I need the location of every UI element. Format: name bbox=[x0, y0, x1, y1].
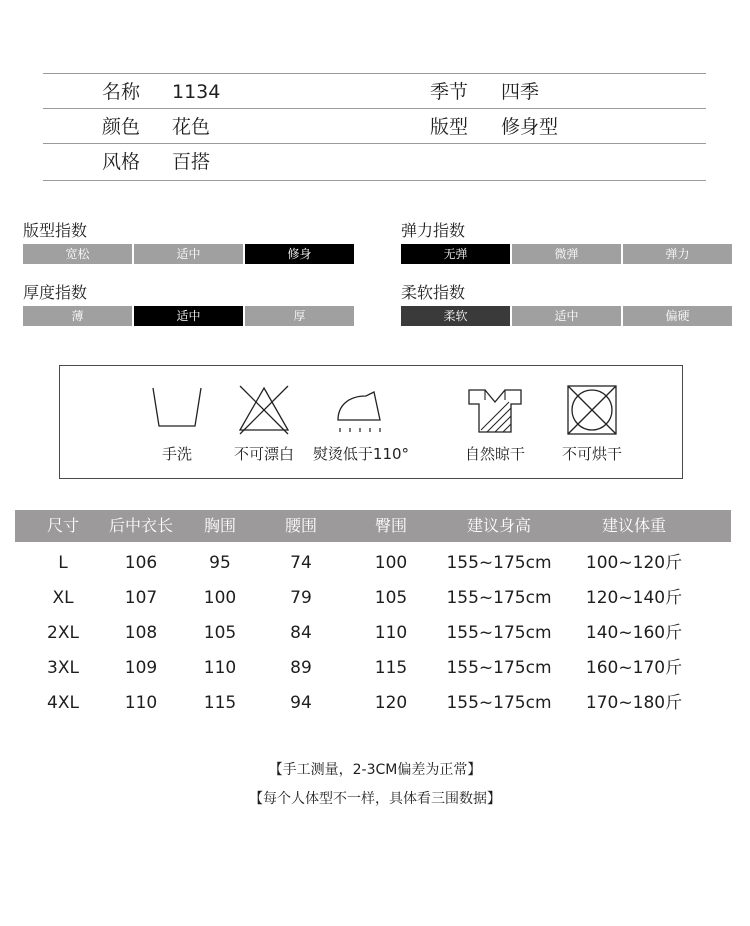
size-header-hip: 臀围 bbox=[374, 516, 408, 535]
info-value-name: 1134 bbox=[172, 81, 221, 103]
size-cell: 108 bbox=[124, 623, 158, 643]
care-label: 熨烫低于110° bbox=[312, 445, 410, 463]
iron-icon bbox=[326, 384, 396, 438]
size-cell: 109 bbox=[124, 658, 158, 678]
care-label: 不可烘干 bbox=[561, 445, 622, 463]
size-table-header bbox=[15, 510, 731, 542]
size-cell: 95 bbox=[209, 553, 231, 573]
info-value-fit: 修身型 bbox=[501, 116, 559, 138]
size-cell: 155~175cm bbox=[446, 553, 552, 573]
index-fit-option: 适中 bbox=[134, 244, 243, 264]
info-value-color: 花色 bbox=[172, 116, 211, 138]
index-thickness-option-selected: 适中 bbox=[134, 306, 243, 326]
info-divider bbox=[43, 73, 706, 74]
size-header-weight: 建议体重 bbox=[601, 516, 667, 535]
size-cell: 100 bbox=[374, 553, 408, 573]
size-cell: 160~170斤 bbox=[585, 658, 683, 678]
info-label-color: 颜色 bbox=[102, 116, 141, 138]
index-title-stretch: 弹力指数 bbox=[401, 221, 466, 240]
size-cell: 155~175cm bbox=[446, 588, 552, 608]
info-label-style: 风格 bbox=[102, 151, 141, 173]
info-divider bbox=[43, 143, 706, 144]
size-cell: 170~180斤 bbox=[585, 693, 683, 713]
size-cell: 110 bbox=[374, 623, 408, 643]
size-cell: 105 bbox=[203, 623, 237, 643]
index-softness-option-selected: 柔软 bbox=[401, 306, 510, 326]
index-title-fit: 版型指数 bbox=[23, 221, 88, 240]
size-cell: 74 bbox=[290, 553, 312, 573]
size-header-height: 建议身高 bbox=[466, 516, 532, 535]
hand-wash-icon bbox=[147, 384, 207, 438]
info-label-fit: 版型 bbox=[430, 116, 469, 138]
size-cell: 107 bbox=[124, 588, 158, 608]
size-cell: 2XL bbox=[47, 623, 79, 643]
size-cell: 106 bbox=[124, 553, 158, 573]
index-softness-option: 适中 bbox=[512, 306, 621, 326]
index-stretch-option-selected: 无弹 bbox=[401, 244, 510, 264]
size-cell: 110 bbox=[124, 693, 158, 713]
index-thickness-option: 薄 bbox=[23, 306, 132, 326]
size-cell: 79 bbox=[290, 588, 312, 608]
size-cell: 155~175cm bbox=[446, 693, 552, 713]
info-divider bbox=[43, 108, 706, 109]
info-label-season: 季节 bbox=[430, 81, 469, 103]
care-label: 不可漂白 bbox=[233, 445, 294, 463]
size-cell: 3XL bbox=[47, 658, 79, 678]
index-title-softness: 柔软指数 bbox=[401, 283, 466, 302]
size-cell: 115 bbox=[374, 658, 408, 678]
size-cell: 155~175cm bbox=[446, 623, 552, 643]
size-cell: 120~140斤 bbox=[585, 588, 683, 608]
info-value-season: 四季 bbox=[501, 81, 540, 103]
info-divider bbox=[43, 180, 706, 181]
no-tumble-dry-icon bbox=[562, 384, 622, 438]
care-label: 手洗 bbox=[161, 445, 192, 463]
index-thickness-option: 厚 bbox=[245, 306, 354, 326]
index-fit-option: 宽松 bbox=[23, 244, 132, 264]
care-item-natural-dry bbox=[440, 384, 550, 470]
size-cell: 115 bbox=[203, 693, 237, 713]
info-value-style: 百搭 bbox=[172, 151, 211, 173]
size-cell: L bbox=[58, 553, 68, 573]
measurement-note: 【手工测量，2-3CM偏差为正常】 bbox=[268, 762, 482, 778]
size-cell: 89 bbox=[290, 658, 312, 678]
no-bleach-icon bbox=[234, 384, 294, 438]
size-cell: 94 bbox=[290, 693, 312, 713]
size-cell: 100~120斤 bbox=[585, 553, 683, 573]
size-cell: XL bbox=[52, 588, 74, 608]
body-shape-note: 【每个人体型不一样，具体看三围数据】 bbox=[249, 791, 501, 807]
index-stretch-option: 弹力 bbox=[623, 244, 732, 264]
size-header-waist: 腰围 bbox=[284, 516, 318, 535]
dry-flat-shade-icon bbox=[463, 384, 527, 438]
care-item-iron bbox=[306, 384, 416, 470]
size-header-size: 尺寸 bbox=[46, 516, 80, 535]
index-stretch-option: 微弹 bbox=[512, 244, 621, 264]
index-fit-option-selected: 修身 bbox=[245, 244, 354, 264]
size-cell: 155~175cm bbox=[446, 658, 552, 678]
info-label-name: 名称 bbox=[102, 81, 141, 103]
size-cell: 84 bbox=[290, 623, 312, 643]
care-item-no-bleach bbox=[209, 384, 319, 470]
size-cell: 140~160斤 bbox=[585, 623, 683, 643]
index-title-thickness: 厚度指数 bbox=[23, 283, 88, 302]
size-cell: 105 bbox=[374, 588, 408, 608]
care-instructions-box bbox=[59, 365, 683, 479]
care-item-no-tumble-dry bbox=[537, 384, 647, 470]
size-header-chest: 胸围 bbox=[203, 516, 237, 535]
index-softness-option: 偏硬 bbox=[623, 306, 732, 326]
size-cell: 100 bbox=[203, 588, 237, 608]
size-cell: 110 bbox=[203, 658, 237, 678]
size-cell: 4XL bbox=[47, 693, 79, 713]
care-label: 自然晾干 bbox=[464, 445, 525, 463]
size-header-length: 后中衣长 bbox=[108, 516, 174, 535]
size-cell: 120 bbox=[374, 693, 408, 713]
